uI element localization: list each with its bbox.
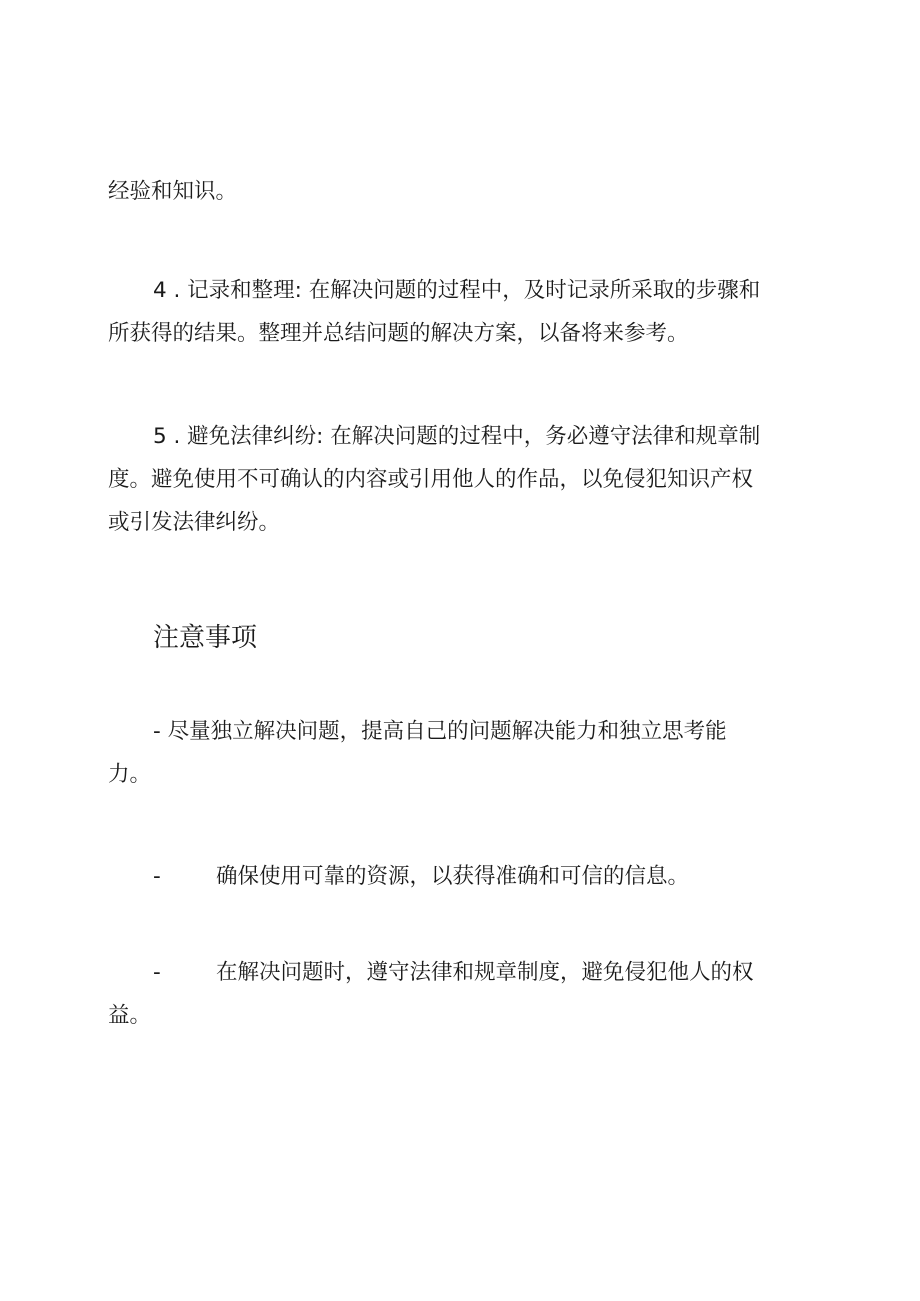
list-item-5	[108, 415, 808, 544]
note-text: 在解决问题时，遵守法律和规章制度，避免侵犯他人的权	[216, 960, 754, 985]
dash-bullet: -	[153, 960, 161, 985]
note-item-1	[108, 710, 808, 796]
note-text: 尽量独立解决问题，提高自己的问题解决能力和独立思考能	[160, 719, 727, 744]
paragraph-line: 4 . 记录和整理: 在解决问题的过程中，及时记录所采取的步骤和	[153, 278, 761, 303]
note-line	[108, 951, 808, 994]
paragraph-line: 度。避免使用不可确认的内容或引用他人的作品，以免侵犯知识产权	[108, 467, 754, 492]
list-item-4	[108, 269, 808, 355]
section-heading: 注意事项	[153, 623, 258, 653]
note-line	[108, 710, 808, 753]
note-line: 力。	[108, 762, 152, 787]
dash-bullet: -	[153, 864, 161, 889]
paragraph-line: 或引发法律纠纷。	[108, 510, 281, 535]
paragraph-line: 所获得的结果。整理并总结问题的解决方案，以备将来参考。	[108, 321, 689, 346]
dash-bullet: -	[153, 719, 161, 744]
paragraph-line: 经验和知识。	[108, 179, 238, 204]
note-text: 确保使用可靠的资源，以获得准确和可信的信息。	[216, 864, 690, 889]
note-line: 益。	[108, 1003, 152, 1028]
note-line	[108, 855, 808, 898]
paragraph-continuation	[108, 170, 808, 213]
note-item-3	[108, 951, 808, 1037]
note-item-2	[108, 855, 808, 898]
paragraph-line: 5 . 避免法律纠纷: 在解决问题的过程中，务必遵守法律和规章制	[153, 424, 761, 449]
